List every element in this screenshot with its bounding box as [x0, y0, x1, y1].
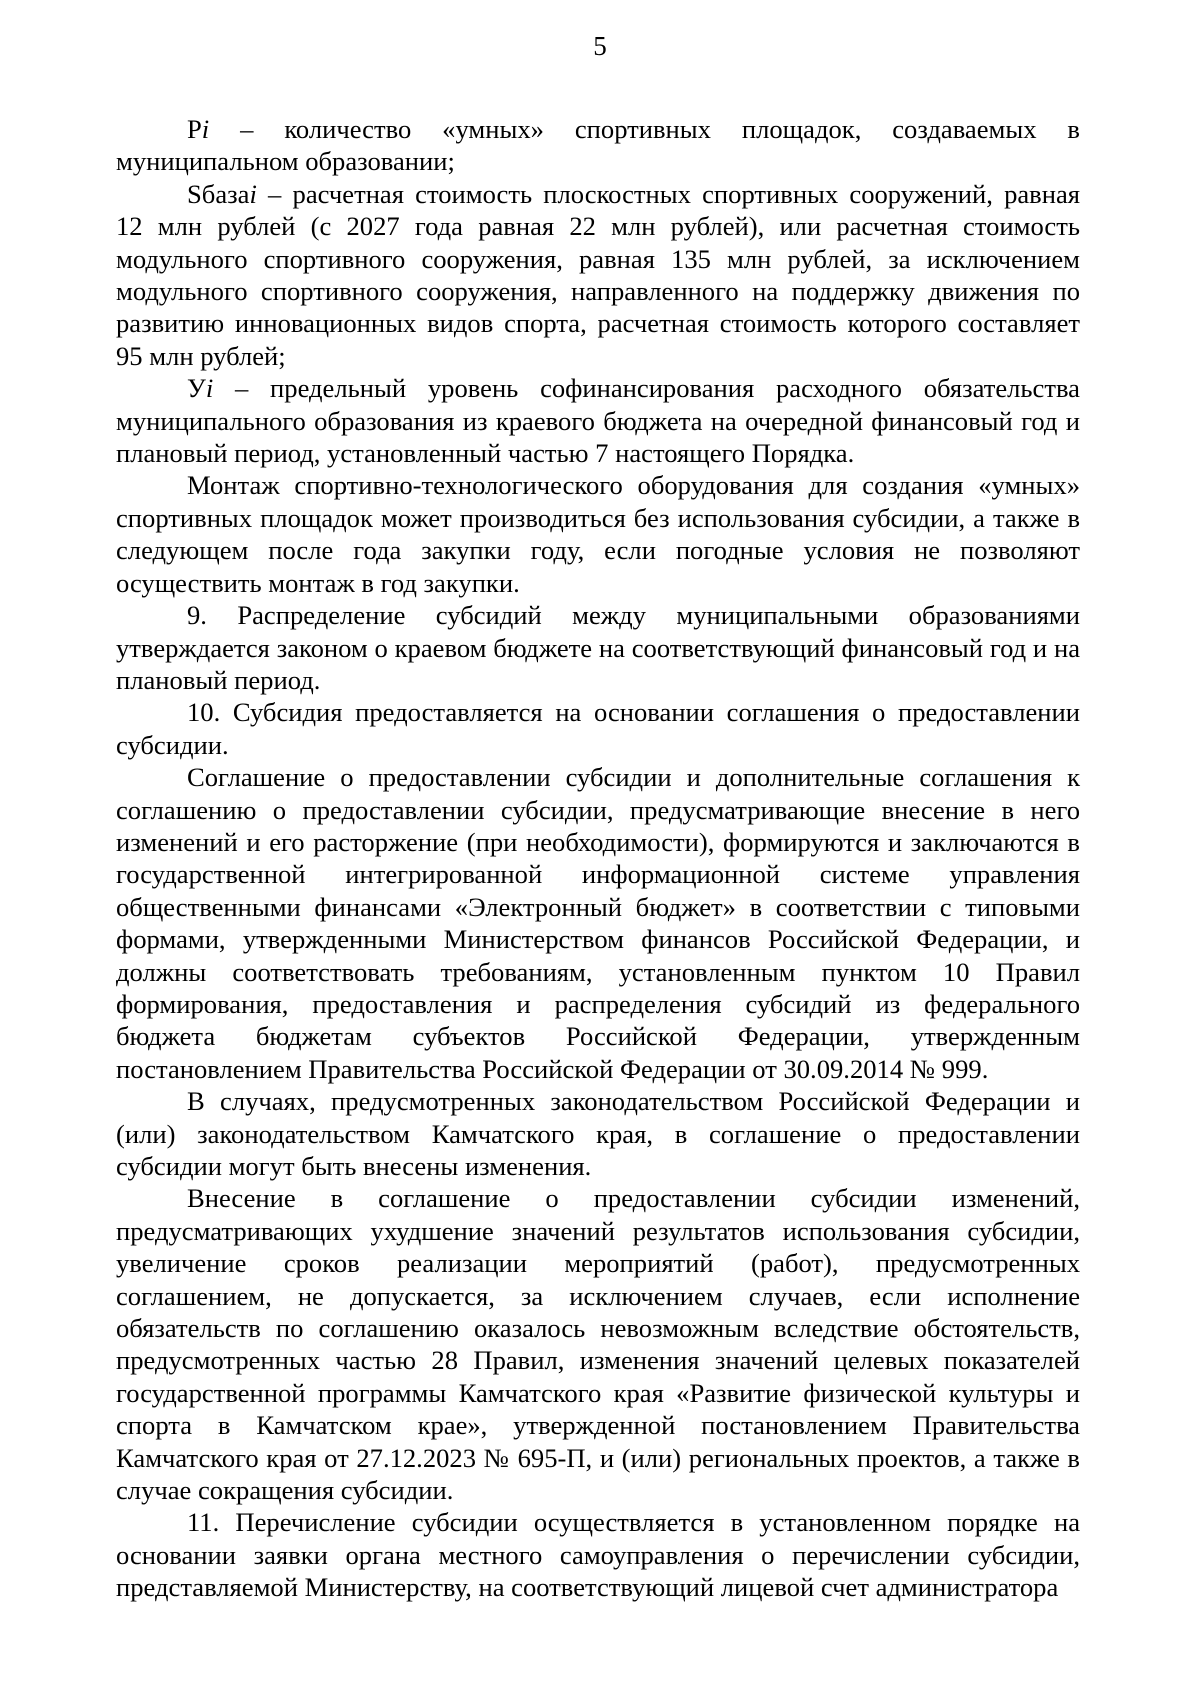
- definition-pi: [116, 113, 1080, 178]
- definition-pi-prefix: P: [187, 114, 202, 144]
- definition-yi-text: – предельный уровень софинансирования расходного обязательства муниципального образования из краевого бюджета на очередной финансовый год и плановый период, установленный частью 7 настоящего Порядка.: [116, 373, 1080, 469]
- paragraph-vnesenie: Внесение в соглашение о предоставлении субсидии изменений, предусматривающих ухудшение значений результатов использования субсидии, увеличение сроков реализации мероприятий (работ), предусмотренных соглашением, не допускается, за исключением случаев, если исполнение обязательств по соглашению оказалось невозможным вследствие обстоятельств, предусмотренных частью 28 Правил, изменения значений целевых показателей государственной программы Камчатского края «Развитие физической культуры и спорта в Камчатском крае», утвержденной постановлением Правительства Камчатского края от 27.12.2023 № 695-П, и (или) региональных проектов, а также в случае сокращения субсидии.: [116, 1183, 1080, 1506]
- definition-pi-text: – количество «умных» спортивных площадок, создаваемых в муниципальном образовании;: [116, 114, 1080, 177]
- definition-sbazai-text: – расчетная стоимость плоскостных спортивных сооружений, равная 12 млн рублей (с 2027 года равная 22 млн рублей), или расчетная стоимость модульного спортивного сооружения, равная 135 млн рублей, за исключением модульного спортивного сооружения, направленного на поддержку движения по развитию инновационных видов спорта, расчетная стоимость которого составляет 95 млн рублей;: [116, 178, 1080, 371]
- document-body: [116, 113, 1080, 1604]
- definition-yi: [116, 372, 1080, 469]
- definition-yi-prefix: У: [187, 373, 206, 404]
- page-number: 5: [593, 31, 607, 61]
- definition-sbazai: [116, 178, 1080, 372]
- paragraph-soglashenie: Соглашение о предоставлении субсидии и дополнительные соглашения к соглашению о предоставлении субсидии, предусматривающие внесение в него изменений и его расторжение (при необходимости), формируются и заключаются в государственной интегрированной информационной системе управления общественными финансами «Электронный бюджет» в соответствии с типовыми формами, утвержденными Министерством финансов Российской Федерации, и должны соответствовать требованиям, установленным пунктом 10 Правил формирования, предоставления и распределения субсидий из федерального бюджета бюджетам субъектов Российской Федерации, утвержденным постановлением Правительства Российской Федерации от 30.09.2014 № 999.: [116, 762, 1080, 1084]
- definition-yi-variable: i: [205, 373, 214, 404]
- definition-sbazai-variable: i: [249, 178, 257, 209]
- paragraph-sluchayakh: В случаях, предусмотренных законодательством Российской Федерации и (или) законодательством Камчатского края, в соглашение о предоставлении субсидии могут быть внесены изменения.: [116, 1086, 1080, 1181]
- definition-pi-variable: i: [201, 114, 210, 144]
- paragraph-9: 9. Распределение субсидий между муниципальными образованиями утверждается законом о краевом бюджете на соответствующий финансовый год и на плановый период.: [116, 600, 1080, 695]
- paragraph-montazh: Монтаж спортивно-технологического оборудования для создания «умных» спортивных площадок может производиться без использования субсидии, а также в следующем после года закупки году, если погодные условия не позволяют осуществить монтаж в год закупки.: [116, 470, 1080, 598]
- definition-sbazai-prefix: Sбаза: [187, 178, 250, 209]
- paragraph-11: 11. Перечисление субсидии осуществляется в установленном порядке на основании заявки органа местного самоуправления о перечислении субсидии, представляемой Министерству, на соответствующий лицевой счет администратора: [116, 1507, 1080, 1603]
- paragraph-10: 10. Субсидия предоставляется на основании соглашения о предоставлении субсидии.: [116, 697, 1080, 760]
